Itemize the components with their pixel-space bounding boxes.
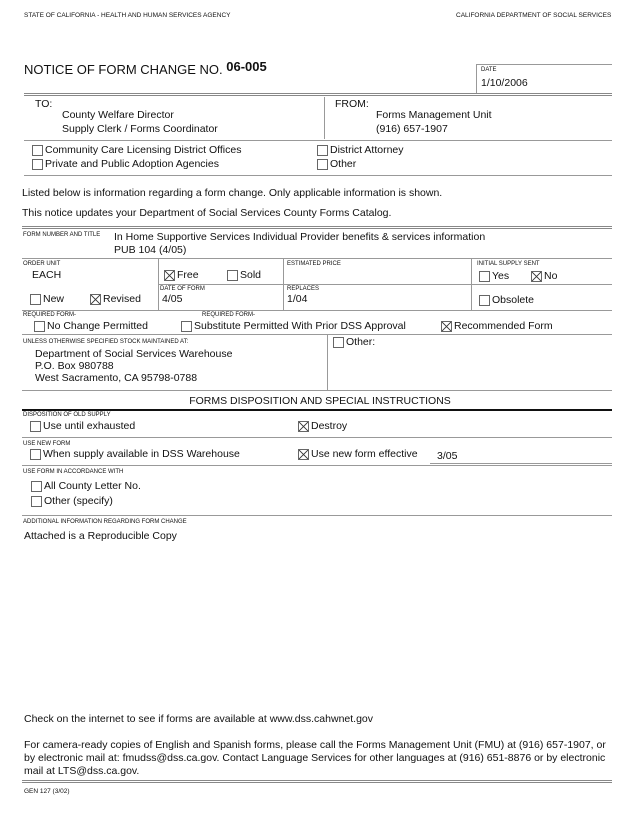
intro-line1: Listed below is information regarding a form change. Only applicable information is shown. [22, 187, 443, 199]
from-line2: (916) 657-1907 [376, 123, 448, 135]
obsolete-label: Obsolete [492, 294, 535, 306]
da-label: District Attorney [330, 144, 404, 156]
notice-number: 06-005 [226, 59, 267, 74]
from-label: FROM: [335, 98, 369, 110]
no-change-label: No Change Permitted [47, 320, 148, 332]
camera-line1: For camera-ready copies of English and Spanish forms, please call the Forms Management Unit (FMU) at (916) 657-1907, or [24, 739, 606, 751]
use-until-checkbox[interactable] [30, 421, 41, 432]
substitute-label: Substitute Permitted With Prior DSS Approval [194, 320, 406, 332]
stock-other-checkbox[interactable] [333, 337, 344, 348]
stock-line3: West Sacramento, CA 95798-0788 [35, 372, 198, 384]
sold-checkbox[interactable] [227, 270, 238, 281]
da-checkbox[interactable] [317, 145, 328, 156]
adoption-checkbox[interactable] [32, 159, 43, 170]
stock-label: UNLESS OTHERWISE SPECIFIED STOCK MAINTAINED AT: [23, 339, 189, 345]
date-of-form: 4/05 [162, 293, 183, 305]
ccl-label: Community Care Licensing District Offices [45, 144, 242, 156]
intro-line2: This notice updates your Department of Social Services County Forms Catalog. [22, 207, 392, 219]
adoption-label: Private and Public Adoption Agencies [45, 158, 219, 170]
obsolete-checkbox[interactable] [479, 295, 490, 306]
revised-checkbox[interactable] [90, 294, 101, 305]
to-line2: Supply Clerk / Forms Coordinator [62, 123, 218, 135]
no-checkbox[interactable] [531, 271, 542, 282]
stock-line1: Department of Social Services Warehouse [35, 348, 233, 360]
acl-label: All County Letter No. [44, 480, 141, 492]
replaces-label: REPLACES [287, 286, 320, 292]
replaces: 1/04 [287, 293, 308, 305]
recommended-checkbox[interactable] [441, 321, 452, 332]
stock-line2: P.O. Box 980788 [35, 360, 114, 372]
free-label: Free [177, 269, 199, 281]
use-until-label: Use until exhausted [43, 420, 136, 432]
form-id: GEN 127 (3/02) [24, 788, 70, 795]
old-supply-label: DISPOSITION OF OLD SUPPLY [23, 412, 111, 418]
order-unit-label: ORDER UNIT [23, 261, 61, 267]
yes-label: Yes [492, 270, 510, 282]
form-number-title-label: FORM NUMBER AND TITLE [23, 232, 101, 238]
accordance-label: USE FORM IN ACCORDANCE WITH [23, 469, 124, 475]
revised-label: Revised [103, 293, 141, 305]
camera-line3: mail at LTS@dss.ca.gov. [24, 765, 140, 777]
destroy-label: Destroy [311, 420, 348, 432]
other-recipient-checkbox[interactable] [317, 159, 328, 170]
no-change-checkbox[interactable] [34, 321, 45, 332]
order-unit: EACH [32, 269, 62, 281]
new-checkbox[interactable] [30, 294, 41, 305]
agency-left: STATE OF CALIFORNIA - HEALTH AND HUMAN SERVICES AGENCY [24, 12, 231, 19]
when-supply-label: When supply available in DSS Warehouse [43, 448, 240, 460]
additional-label: ADDITIONAL INFORMATION REGARDING FORM CHANGE [23, 519, 187, 525]
to-line1: County Welfare Director [62, 109, 174, 121]
required-form-label: REQUIRED FORM- [23, 312, 76, 318]
other-specify-label: Other (specify) [44, 495, 113, 507]
form-title: In Home Supportive Services Individual Provider benefits & services information [114, 231, 486, 243]
notice-title [24, 59, 267, 77]
notice-date: 1/10/2006 [481, 77, 528, 89]
free-checkbox[interactable] [164, 270, 175, 281]
estimated-price-label: ESTIMATED PRICE [287, 261, 341, 267]
other-specify-checkbox[interactable] [31, 496, 42, 507]
stock-other-label: Other: [346, 336, 376, 348]
date-label: DATE [481, 67, 497, 73]
substitute-checkbox[interactable] [181, 321, 192, 332]
form-number: PUB 104 (4/05) [114, 244, 187, 256]
destroy-checkbox[interactable] [298, 421, 309, 432]
additional-info: Attached is a Reproducible Copy [24, 530, 177, 542]
agency-right: CALIFORNIA DEPARTMENT OF SOCIAL SERVICES [456, 12, 612, 19]
no-label: No [544, 270, 558, 282]
required-form-label-2: REQUIRED FORM- [202, 312, 255, 318]
use-new-effective-checkbox[interactable] [298, 449, 309, 460]
yes-checkbox[interactable] [479, 271, 490, 282]
to-label: TO: [35, 98, 53, 110]
internet-note: Check on the internet to see if forms are available at www.dss.cahwnet.gov [24, 713, 374, 725]
camera-line2: by electronic mail at: fmudss@dss.ca.gov. Contact Language Services for other languages at (916) 651-8876 or by electronic [24, 752, 606, 764]
disposition-heading: FORMS DISPOSITION AND SPECIAL INSTRUCTIONS [189, 395, 451, 407]
effective-date: 3/05 [437, 450, 458, 462]
date-of-form-label: DATE OF FORM [160, 286, 205, 292]
new-label: New [43, 293, 65, 305]
use-new-label: USE NEW FORM [23, 441, 71, 447]
use-new-effective-label: Use new form effective [311, 448, 418, 460]
when-supply-checkbox[interactable] [30, 449, 41, 460]
notice-title-label: NOTICE OF FORM CHANGE NO. [24, 62, 223, 77]
sold-label: Sold [240, 269, 262, 281]
recommended-label: Recommended Form [454, 320, 553, 332]
initial-supply-label: INITIAL SUPPLY SENT [477, 261, 540, 267]
acl-checkbox[interactable] [31, 481, 42, 492]
from-line1: Forms Management Unit [376, 109, 492, 121]
other-recipient-label: Other [330, 158, 357, 170]
ccl-checkbox[interactable] [32, 145, 43, 156]
